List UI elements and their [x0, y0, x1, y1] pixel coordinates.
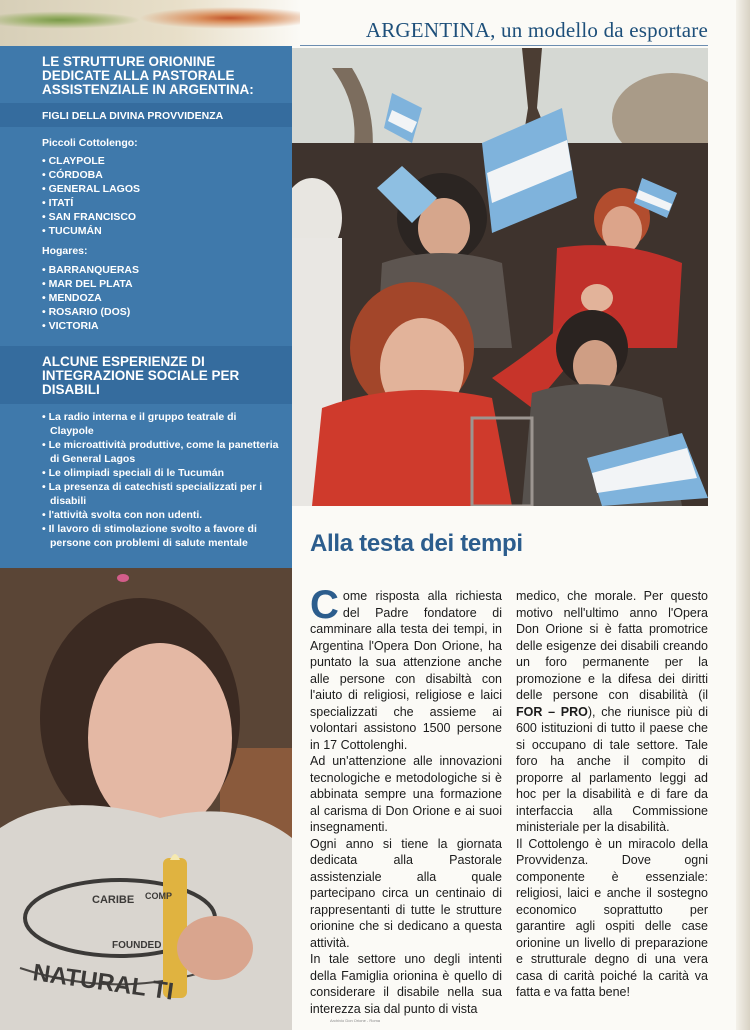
list-item: • CÓRDOBA	[42, 168, 140, 182]
list-item: • ROSARIO (DOS)	[42, 305, 139, 319]
article-column-1	[310, 583, 502, 1017]
list-item: • Il lavoro di stimolazione svolto a favore di persone con problemi di salute mentale	[42, 522, 280, 550]
article-paragraph: Come risposta alla richiesta del Padre fondatore di camminare alla testa dei tempi, in Argentina l'Opera Don Orione, ha puntato la sua attenzione anche alle persone con disabiltà con l'aiuto di religiosi, religiose e laici specializzati che assieme ai volontari assistono 1500 persone in 17 Cottolenghi.	[310, 583, 502, 752]
shirt-text-top: CARIBE	[92, 894, 135, 906]
cottolengo-list	[42, 154, 140, 238]
article-paragraph: Ad un'attenzione alle innovazioni tecnologiche e metodologiche si è abbinata sempre una formazione al carisma di Don Orione e ai suoi insegnamenti.	[310, 754, 502, 834]
list-item: • TUCUMÁN	[42, 224, 140, 238]
running-head: ARGENTINA, un modello da esportare	[365, 18, 708, 42]
shirt-text-lower: FOUNDED	[112, 940, 162, 951]
woman-photo-illustration	[0, 568, 292, 1030]
list-item: • Le olimpiadi speciali di le Tucumán	[42, 466, 280, 480]
list-item: • La radio interna e il gruppo teatrale di Claypole	[42, 410, 280, 438]
hogares-list	[42, 263, 139, 333]
header-rule	[300, 45, 708, 46]
page-footer: Archivio Don Orione - Roma	[330, 1018, 381, 1023]
list-item: • ITATÍ	[42, 196, 140, 210]
list-item: • Le microattività produttive, come la panetteria di General Lagos	[42, 438, 280, 466]
crowd-photo-illustration	[292, 48, 708, 506]
list-item: • SAN FRANCISCO	[42, 210, 140, 224]
sidebar-box	[0, 46, 292, 568]
drop-cap: C	[310, 583, 339, 627]
page-gutter	[736, 0, 750, 1030]
sidebar-title-2: ALCUNE ESPERIENZE DI INTEGRAZIONE SOCIALE PER DISABILI	[42, 354, 240, 397]
for-pro-label: FOR – PRO	[516, 704, 588, 719]
article-column-2	[516, 588, 708, 1001]
congregation-label: FIGLI DELLA DIVINA PROVVIDENZA	[42, 110, 224, 122]
list-item: • VICTORIA	[42, 319, 139, 333]
list-item: • GENERAL LAGOS	[42, 182, 140, 196]
shirt-text-mid: COMP	[145, 891, 172, 901]
list-item: • CLAYPOLE	[42, 154, 140, 168]
list-item: • l'attività svolta con non udenti.	[42, 508, 280, 522]
list-item: • MAR DEL PLATA	[42, 277, 139, 291]
list-item: • MENDOZA	[42, 291, 139, 305]
experiences-list	[42, 410, 280, 550]
article-headline: Alla testa dei tempi	[310, 530, 523, 557]
crowd-photo	[292, 48, 708, 506]
article-paragraph: Il Cottolengo è un miracolo della Provvidenza. Dove ogni componente è essenziale: religiosi, laici e anche il sostegno economico soprattutto per garantire agli ospiti delle case orionine un livello di preparazione e strutturale degno di una vera casa di carità poiché la carità va fatta e va fatta bene!	[516, 836, 708, 999]
hogares-heading: Hogares:	[42, 245, 88, 257]
sidebar-title: LE STRUTTURE ORIONINE DEDICATE ALLA PASTORALE ASSISTENZIALE IN ARGENTINA:	[42, 54, 254, 97]
cottolengo-heading: Piccoli Cottolengo:	[42, 137, 138, 149]
header-decoration	[0, 0, 300, 46]
article-paragraph: Ogni anno si tiene la giornata dedicata alla Pastorale assistenziale alla quale partecipano circa un centinaio di rappresentanti di tutte le strutture orionine che si dedicano a questa attività.	[310, 836, 502, 950]
article-paragraph: In tale settore uno degli intenti della Famiglia orionina è quello di considerare il disabile nella sua interezza sia dal punto di vista	[310, 952, 502, 1016]
list-item: • La presenza di catechisti specializzati per i disabili	[42, 480, 280, 508]
article-paragraph: medico, che morale. Per questo motivo nell'ultimo anno l'Opera Don Orione si è fatta promotrice delle esigenze dei disabili creando un foro permanente per la promozione e la difesa dei diritti delle persone con disabilità (il FOR – PRO), che riunisce più di 600 istituzioni di tutto il paese che si occupano di tale settore. Tale foro ha anche il compito di proporre al parlamento leggi ad hoc per la disabilità e di fare da interfaccia alla Commissione ministeriale per la disabilità.	[516, 589, 708, 834]
list-item: • BARRANQUERAS	[42, 263, 139, 277]
woman-photo	[0, 568, 292, 1030]
shirt-text-big: NATURAL TI	[31, 959, 176, 1006]
